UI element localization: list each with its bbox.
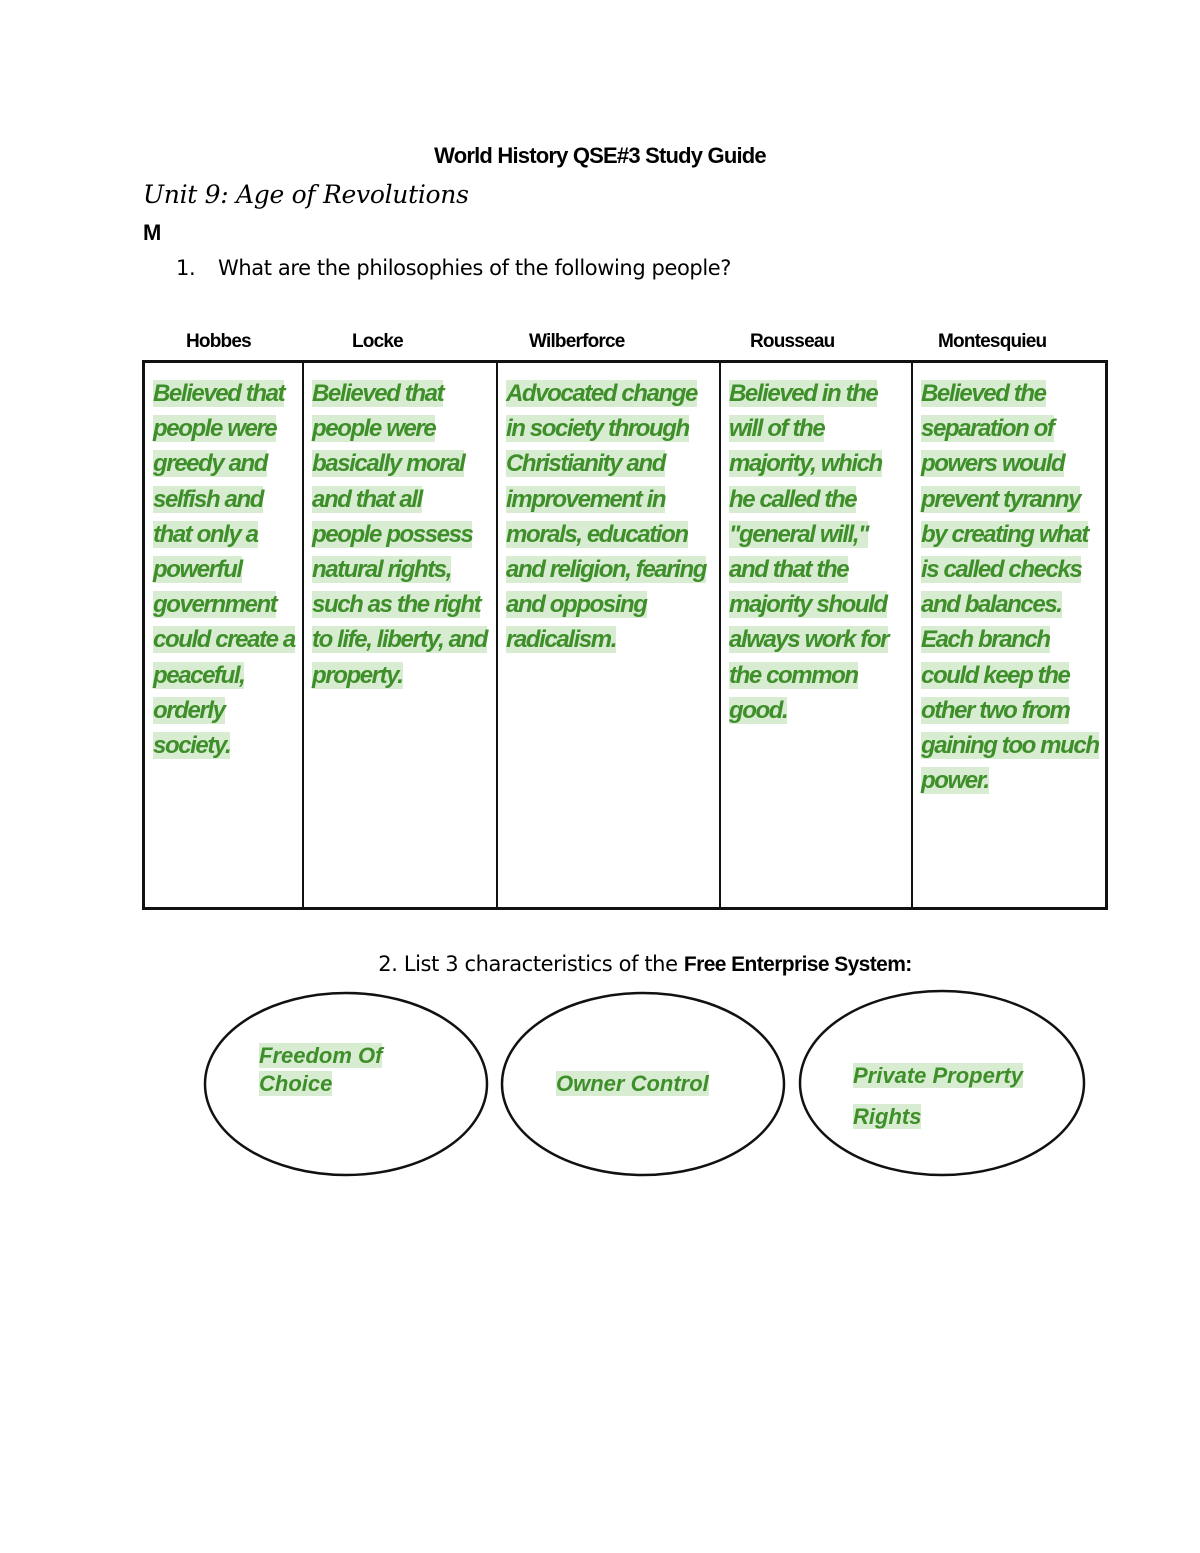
oval-3-label (853, 1055, 1043, 1137)
question-2-number: 2. (378, 952, 398, 976)
question-2-text: List 3 characteristics of the (403, 952, 678, 976)
cell-hobbes (145, 363, 304, 907)
cell-montesquieu (913, 363, 1105, 907)
answer-private-property-rights: Private Property Rights (853, 1063, 1023, 1129)
answer-montesquieu: Believed the separation of powers would prevent tyranny by creating what is called checks and balances. Each branch could keep the other two from gaining too much power. (921, 380, 1099, 795)
question-1 (176, 256, 731, 280)
header-wilberforce: Wilberforce (529, 331, 625, 352)
question-1-number: 1. (176, 256, 196, 280)
philosopher-headers (0, 331, 1200, 357)
section-marker: M (143, 220, 162, 245)
oval-1-label (259, 1042, 429, 1098)
cell-wilberforce (498, 363, 721, 907)
answer-freedom-of-choice: Freedom Of Choice (259, 1043, 383, 1096)
answer-locke: Believed that people were basically moral and that all people possess natural rights, such as the right to life, liberty, and property. (312, 380, 488, 689)
header-rousseau: Rousseau (750, 331, 835, 352)
page-title: World History QSE#3 Study Guide (434, 143, 766, 168)
question-2 (0, 952, 1200, 977)
answer-hobbes: Believed that people were greedy and selfish and that only a powerful government could create a peaceful, orderly society. (153, 380, 295, 760)
cell-locke (304, 363, 498, 907)
oval-2-label (556, 1070, 746, 1098)
question-1-text: What are the philosophies of the following people? (218, 256, 732, 280)
answer-wilberforce: Advocated change in society through Christianity and improvement in morals, education and religion, fearing and opposing radicalism. (506, 380, 706, 654)
cell-rousseau (721, 363, 913, 907)
philosophies-table (142, 360, 1108, 910)
answer-rousseau: Believed in the will of the majority, which he called the "general will," and that the majority should always work for the common good. (729, 380, 889, 724)
header-montesquieu: Montesquieu (938, 331, 1047, 352)
header-locke: Locke (352, 331, 403, 352)
header-hobbes: Hobbes (186, 331, 251, 352)
question-2-emphasis: Free Enterprise System: (683, 953, 912, 976)
unit-heading: Unit 9: Age of Revolutions (143, 180, 469, 209)
answer-owner-control: Owner Control (556, 1071, 709, 1096)
